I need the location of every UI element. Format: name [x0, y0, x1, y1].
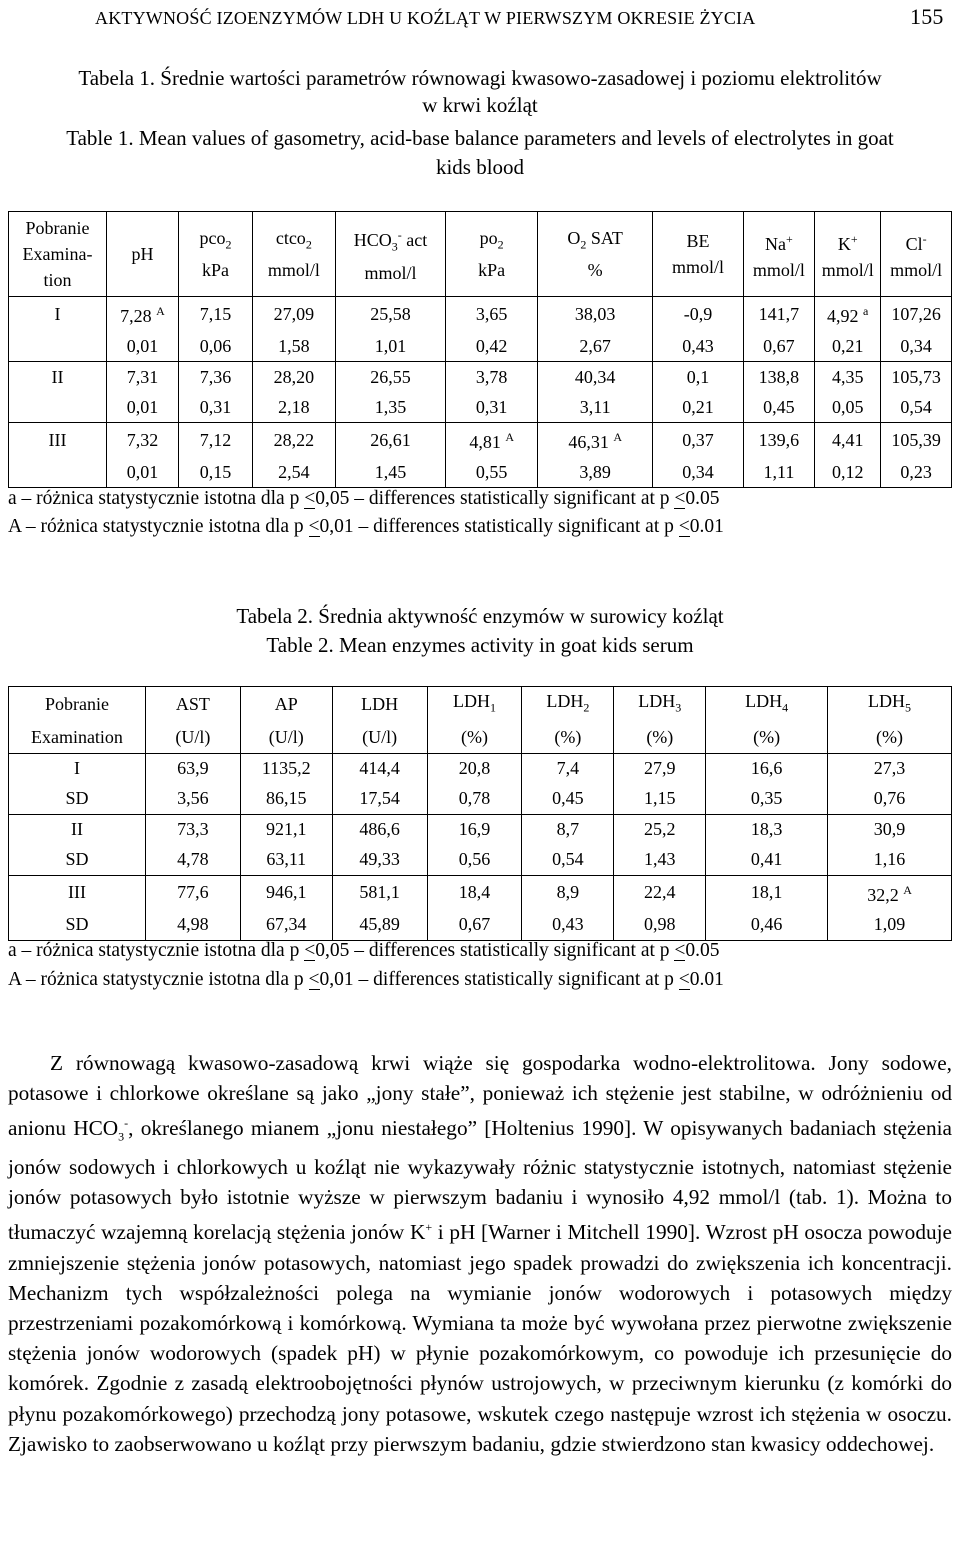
table2-header-row-2	[9, 723, 952, 754]
row-label-sd: SD	[9, 784, 146, 815]
table1-row-sd	[9, 331, 952, 362]
row-label: I	[9, 297, 107, 332]
cell-value: 7,31	[106, 362, 178, 393]
header-unit: (%)	[828, 723, 952, 754]
cell-value: 18,1	[706, 875, 828, 910]
cell-sd: 0,41	[706, 845, 828, 876]
table2-row-sd	[9, 845, 952, 876]
cell-value: 26,61	[335, 423, 446, 458]
table2-row-mean	[9, 814, 952, 845]
header-po2: $po_2$ kPa	[446, 212, 538, 297]
cell-sd: 0,43	[653, 331, 743, 362]
cell-sd: 2,67	[537, 331, 652, 362]
cell-value: 4,92 $^a$	[815, 297, 881, 332]
table2-row-sd	[9, 784, 952, 815]
cell-sd: 0,98	[614, 910, 706, 941]
cell-value: 414,4	[332, 753, 427, 784]
table2-caption-pl: Tabela 2. Średnia aktywność enzymów w surowicy koźląt	[236, 604, 724, 628]
cell-value: 946,1	[240, 875, 332, 910]
table2-row-mean	[9, 753, 952, 784]
cell-value: 26,55	[335, 362, 446, 393]
cell-value: 0,1	[653, 362, 743, 393]
less-equal-icon: <	[678, 516, 690, 537]
less-equal-icon: <	[304, 488, 316, 509]
table2-header-row-1	[9, 687, 952, 723]
table1-note-A: A – różnica statystycznie istotna dla p < 0,01 – differences statistically significant at p < 0.01	[8, 514, 724, 540]
header-sampling-en: Examination	[9, 723, 146, 754]
cell-value: 16,6	[706, 753, 828, 784]
cell-sd: 0,34	[653, 457, 743, 488]
header-ldh4: $LDH_4$	[706, 687, 828, 723]
header-unit: (U/l)	[145, 723, 240, 754]
cell-value: 7,12	[179, 423, 253, 458]
cell-sd: 0,42	[446, 331, 538, 362]
cell-sd: 45,89	[332, 910, 427, 941]
header-na: Na+ mmol/l	[743, 212, 815, 297]
cell-sd: 0,45	[522, 784, 614, 815]
cell-sd: 17,54	[332, 784, 427, 815]
cell-sd: 0,35	[706, 784, 828, 815]
cell-sd: 0,21	[815, 331, 881, 362]
cell-sd: 0,34	[881, 331, 952, 362]
cell-value: 138,8	[743, 362, 815, 393]
less-equal-icon: <	[674, 488, 686, 509]
cell-value: 7,28 $^A$	[106, 297, 178, 332]
cell-sd: 2,54	[252, 457, 335, 488]
row-label: I	[9, 753, 146, 784]
cell-sd: 0,78	[427, 784, 522, 815]
header-ctco2: ctco$_2$ mmol/l	[252, 212, 335, 297]
cell-sd: 3,11	[537, 392, 652, 423]
cell-value: 105,39	[881, 423, 952, 458]
less-equal-icon: <	[304, 940, 316, 961]
cell-sd: 1,58	[252, 331, 335, 362]
cell-value: 27,9	[614, 753, 706, 784]
row-label: II	[9, 814, 146, 845]
cell-value: 8,9	[522, 875, 614, 910]
cell-value: 40,34	[537, 362, 652, 393]
body-paragraph: Z równowagą kwasowo-zasadową krwi wiąże się gospodarka wodno-elektrolitowa. Jony sodowe, potasowe i chlorkowe określane są jako „jony stałe”, ponieważ ich stężenie jest stabilne, w odróżnieniu od anionu $HCO_3^-$, określanego mianem „jonu niestałego” [Holtenius 1990]. W opisywanych badaniach stężenia jonów sodowych i chlorkowych u koźląt nie wykazywały różnic statystycznie istotnych, natomiast stężenie jonów potasowych było istotnie wyższe w pierwszym badaniu i wynosiło 4,92 mmol/l (tab. 1). Można to tłumaczyć wzajemną korelacją stężenia jonów K+ i pH [Warner i Mitchell 1990]. Wzrost pH osocza powoduje zmniejszenie stężenia jonów potasowych, natomiast jego spadek prowadzi do zwiększenia ich koncentracji. Mechanizm tych współzależności polega na wymianie jonów wodorowych i potasowych między przestrzeniami pozakomórkową i komórkową. Wymiana ta może być wywołana przez pierwotne zwiększenie stężenia jonów wodorowych (spadek pH) w płynie pozakomórkowym, co powoduje ich przesunięcie do komórek. Zgodnie z zasadą elektroobojętności płynów ustrojowych, w przeciwnym kierunku (z komórki do płynu pozakomórkowego) przechodzą jony potasowe, wskutek czego następuje wzrost ich stężenia w osoczu. Zjawisko to zaobserwowano u koźląt przy pierwszym badaniu, gdzie stwierdzono stan kwasicy oddechowej.	[8, 1051, 953, 1456]
row-label-sd: SD	[9, 910, 146, 941]
table1-caption-en-line2: kids blood	[435, 155, 525, 179]
table1-header-row	[9, 212, 952, 297]
cell-sd: 0,23	[881, 457, 952, 488]
header-unit: (%)	[706, 723, 828, 754]
cell-sd: 0,05	[815, 392, 881, 423]
row-label: II	[9, 362, 107, 393]
cell-sd: 4,78	[145, 845, 240, 876]
table1	[8, 211, 952, 488]
cell-value: 32,2 $^A$	[828, 875, 952, 910]
row-label: III	[9, 875, 146, 910]
header-ap: AP	[240, 687, 332, 723]
header-ast: AST	[145, 687, 240, 723]
cell-value: 3,65	[446, 297, 538, 332]
cell-sd: 0,01	[106, 457, 178, 488]
cell-sd: 1,43	[614, 845, 706, 876]
cell-value: 921,1	[240, 814, 332, 845]
table1-row-mean	[9, 423, 952, 458]
cell-sd: 0,06	[179, 331, 253, 362]
cell-value: 1135,2	[240, 753, 332, 784]
cell-value: 7,15	[179, 297, 253, 332]
cell-sd: 1,45	[335, 457, 446, 488]
cell-value: 25,58	[335, 297, 446, 332]
table2-row-mean	[9, 875, 952, 910]
cell-value: 25,2	[614, 814, 706, 845]
cell-value: 581,1	[332, 875, 427, 910]
cell-value: 18,4	[427, 875, 522, 910]
cell-value: 105,73	[881, 362, 952, 393]
header-ldh3: $LDH_3$	[614, 687, 706, 723]
table2	[8, 686, 952, 941]
table2-note-A: A – różnica statystycznie istotna dla p < 0,01 – differences statistically significant at p < 0.01	[8, 967, 724, 993]
cell-value: 38,03	[537, 297, 652, 332]
cell-value: 63,9	[145, 753, 240, 784]
cell-sd: 0,67	[427, 910, 522, 941]
cell-value: 3,78	[446, 362, 538, 393]
header-ldh2: $LDH_2$	[522, 687, 614, 723]
header-pco2: pco$_2$ kPa	[179, 212, 253, 297]
cell-sd: 0,45	[743, 392, 815, 423]
cell-value: 18,3	[706, 814, 828, 845]
table1-row-sd	[9, 392, 952, 423]
row-label: III	[9, 423, 107, 458]
table2-caption-en: Table 2. Mean enzymes activity in goat kids serum	[266, 633, 694, 657]
cell-value: 141,7	[743, 297, 815, 332]
cell-value: 139,6	[743, 423, 815, 458]
header-ldh5: $LDH_5$	[828, 687, 952, 723]
cell-sd: 67,34	[240, 910, 332, 941]
cell-value: -0,9	[653, 297, 743, 332]
cell-sd: 0,31	[179, 392, 253, 423]
header-ph: pH	[106, 212, 178, 297]
cell-sd: 1,01	[335, 331, 446, 362]
cell-sd: 0,67	[743, 331, 815, 362]
cell-sd: 0,12	[815, 457, 881, 488]
cell-sd: 0,43	[522, 910, 614, 941]
header-unit: (U/l)	[240, 723, 332, 754]
header-k: K+ mmol/l	[815, 212, 881, 297]
header-sampling: Pobranie	[9, 687, 146, 723]
cell-sd: 0,56	[427, 845, 522, 876]
cell-sd: 2,18	[252, 392, 335, 423]
cell-sd: 63,11	[240, 845, 332, 876]
header-unit: (U/l)	[332, 723, 427, 754]
cell-sd: 0,01	[106, 392, 178, 423]
cell-value: 28,22	[252, 423, 335, 458]
cell-value: 28,20	[252, 362, 335, 393]
cell-sd: 0,76	[828, 784, 952, 815]
table2-row-sd	[9, 910, 952, 941]
cell-sd: 0,21	[653, 392, 743, 423]
cell-sd: 4,98	[145, 910, 240, 941]
cell-sd: 49,33	[332, 845, 427, 876]
header-sampling: Pobranie Examina- tion	[9, 212, 107, 297]
table1-caption-en-line1: Table 1. Mean values of gasometry, acid-base balance parameters and levels of electrolytes in goat	[66, 126, 894, 150]
cell-value: 0,37	[653, 423, 743, 458]
cell-sd: 0,01	[106, 331, 178, 362]
cell-value: 16,9	[427, 814, 522, 845]
header-o2sat: $O_2$ SAT %	[537, 212, 652, 297]
header-ldh: LDH	[332, 687, 427, 723]
header-unit: (%)	[614, 723, 706, 754]
cell-sd: 1,09	[828, 910, 952, 941]
cell-sd: 3,89	[537, 457, 652, 488]
table2-note-a: a – różnica statystycznie istotna dla p < 0,05 – differences statistically significant at p < 0.05	[8, 938, 720, 964]
row-label-empty	[9, 457, 107, 488]
cell-value: 77,6	[145, 875, 240, 910]
header-hco3: $HCO_3^-$ act mmol/l	[335, 212, 446, 297]
header-unit: (%)	[427, 723, 522, 754]
cell-value: 7,4	[522, 753, 614, 784]
cell-sd: 1,35	[335, 392, 446, 423]
cell-sd: 0,15	[179, 457, 253, 488]
header-ldh1: $LDH_1$	[427, 687, 522, 723]
table1-row-mean	[9, 362, 952, 393]
row-label-empty	[9, 392, 107, 423]
table1-row-sd	[9, 457, 952, 488]
cell-value: 27,09	[252, 297, 335, 332]
less-equal-icon: <	[308, 516, 320, 537]
cell-value: 27,3	[828, 753, 952, 784]
table1-row-mean	[9, 297, 952, 332]
cell-sd: 0,54	[522, 845, 614, 876]
cell-sd: 1,11	[743, 457, 815, 488]
cell-value: 46,31 $^A$	[537, 423, 652, 458]
cell-sd: 0,31	[446, 392, 538, 423]
cell-sd: 0,46	[706, 910, 828, 941]
body-text	[8, 1048, 952, 1459]
less-equal-icon: <	[308, 969, 320, 990]
cell-sd: 86,15	[240, 784, 332, 815]
header-cl: Cl- mmol/l	[881, 212, 952, 297]
cell-sd: 0,54	[881, 392, 952, 423]
cell-value: 20,8	[427, 753, 522, 784]
row-label-empty	[9, 331, 107, 362]
cell-sd: 1,16	[828, 845, 952, 876]
less-equal-icon: <	[674, 940, 686, 961]
cell-value: 73,3	[145, 814, 240, 845]
cell-value: 7,36	[179, 362, 253, 393]
header-be: BE mmol/l	[653, 212, 743, 297]
page-number: 155	[910, 4, 944, 29]
cell-value: 4,35	[815, 362, 881, 393]
cell-value: 22,4	[614, 875, 706, 910]
running-head-title: AKTYWNOŚĆ IZOENZYMÓW LDH U KOŹLĄT W PIERWSZYM OKRESIE ŻYCIA	[95, 8, 756, 28]
cell-sd: 1,15	[614, 784, 706, 815]
cell-sd: 0,55	[446, 457, 538, 488]
table1-caption-pl-line1: Tabela 1. Średnie wartości parametrów równowagi kwasowo-zasadowej i poziomu elektrolitów	[78, 66, 882, 90]
cell-value: 7,32	[106, 423, 178, 458]
cell-value: 107,26	[881, 297, 952, 332]
row-label-sd: SD	[9, 845, 146, 876]
table1-note-a: a – różnica statystycznie istotna dla p < 0,05 – differences statistically significant at p < 0.05	[8, 486, 720, 512]
table1-caption-pl-line2: w krwi koźląt	[422, 93, 538, 117]
less-equal-icon: <	[678, 969, 690, 990]
cell-value: 486,6	[332, 814, 427, 845]
cell-value: 8,7	[522, 814, 614, 845]
cell-value: 30,9	[828, 814, 952, 845]
header-unit: (%)	[522, 723, 614, 754]
cell-sd: 3,56	[145, 784, 240, 815]
cell-value: 4,81 $^A$	[446, 423, 538, 458]
cell-value: 4,41	[815, 423, 881, 458]
